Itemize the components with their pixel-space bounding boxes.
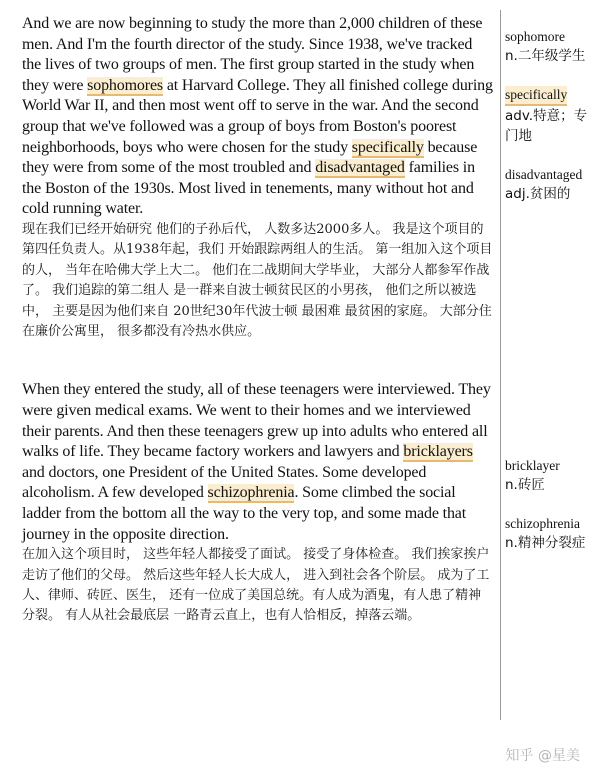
glossary-word: schizophrenia xyxy=(505,516,580,531)
glossary-word: specifically xyxy=(505,86,567,106)
text-run: because they were from some of the most troubled and xyxy=(22,138,478,177)
glossary-definition: n.二年级学生 xyxy=(505,48,586,64)
article-body xyxy=(22,14,494,627)
text-run: When they entered the study, all of these teenagers were interviewed. They were given medical exams. We went to their homes and we interviewed their parents. And then these teenagers grew up into adults who entered all walks of life. They became factory workers and lawyers and xyxy=(22,381,491,461)
text-run: . Some climbed the social ladder from the bottom all the way to the very top, and some made that journey in the opposite direction. xyxy=(22,484,467,543)
chinese-paragraph-1: 现在我们已经开始研究 他们的子孙后代， 人数多达2000多人。 我是这个项目的第四任负责人。从1938年起，我们 开始跟踪两组人的生活。 第一组加入这个项目的人， 当年在哈佛大学上大二。 他们在二战期间大学毕业， 大部分人都参军作战了。 我们追踪的第二组人 是一群来自波士顿贫民区的小男孩， 他们之所以被选中， 主要是因为他们来自 20世纪30年代波士顿 最困难 最贫困的家庭。 大部分住在廉价公寓里， 很多都没有冷热水供应。 xyxy=(22,221,493,339)
glossary-definition: adj.贫困的 xyxy=(505,186,571,202)
highlighted-word-specifically: specifically xyxy=(351,138,424,156)
watermark: 知乎 @星美 xyxy=(505,748,580,764)
glossary-entry-bricklayer xyxy=(505,457,597,495)
glossary-definition: n.砖匠 xyxy=(505,477,545,493)
text-run: and doctors, one President of the United States. Some developed alcoholism. A few developed xyxy=(22,463,427,502)
glossary-entry-specifically xyxy=(505,86,597,146)
paragraph-gap xyxy=(22,342,494,380)
english-paragraph-2 xyxy=(22,380,494,545)
glossary-definition: n.精神分裂症 xyxy=(505,535,586,551)
glossary-word: sophomore xyxy=(505,29,565,44)
margin-divider xyxy=(500,10,501,720)
glossary-word: disadvantaged xyxy=(505,167,583,182)
text-run: families in the Boston of the 1930s. Most lived in tenements, many without hot and cold running water. xyxy=(22,159,475,218)
glossary-definition: adv.特意；专门地 xyxy=(505,108,588,144)
glossary-entry-sophomore xyxy=(505,28,597,66)
glossary-entry-disadvantaged xyxy=(505,166,597,204)
highlighted-word-bricklayers: bricklayers xyxy=(403,443,473,461)
highlighted-word-schizophrenia: schizophrenia xyxy=(207,484,295,502)
text-run: at Harvard College. They all finished college during World War II, and then most went off to serve in the war. And the second group that we've followed was a group of boys from Boston's poorest neighborhoods, boys who were chosen for the study xyxy=(22,76,493,156)
highlighted-word-disadvantaged: disadvantaged xyxy=(315,159,405,177)
highlighted-word-sophomores: sophomores xyxy=(87,76,163,94)
text-run: And we are now beginning to study the more than 2,000 children of these men. And I'm the fourth director of the study. Since 1938, we've tracked the lives of two groups of men. The first group started in the study when they were xyxy=(22,15,483,94)
english-paragraph-1 xyxy=(22,14,494,220)
glossary-entry-schizophrenia xyxy=(505,515,597,553)
chinese-paragraph-2: 在加入这个项目时， 这些年轻人都接受了面试。 接受了身体检查。 我们挨家挨户走访了他们的父母。 然后这些年轻人长大成人， 进入到社会各个阶层。 成为了工人、律师、砖匠、医生， 还有一位成了美国总统。有人成为酒鬼，有人患了精神分裂。 有人从社会最底层 一路青云直上，也有人恰相反，掉落云端。 xyxy=(22,547,490,624)
glossary-word: bricklayer xyxy=(505,458,560,473)
